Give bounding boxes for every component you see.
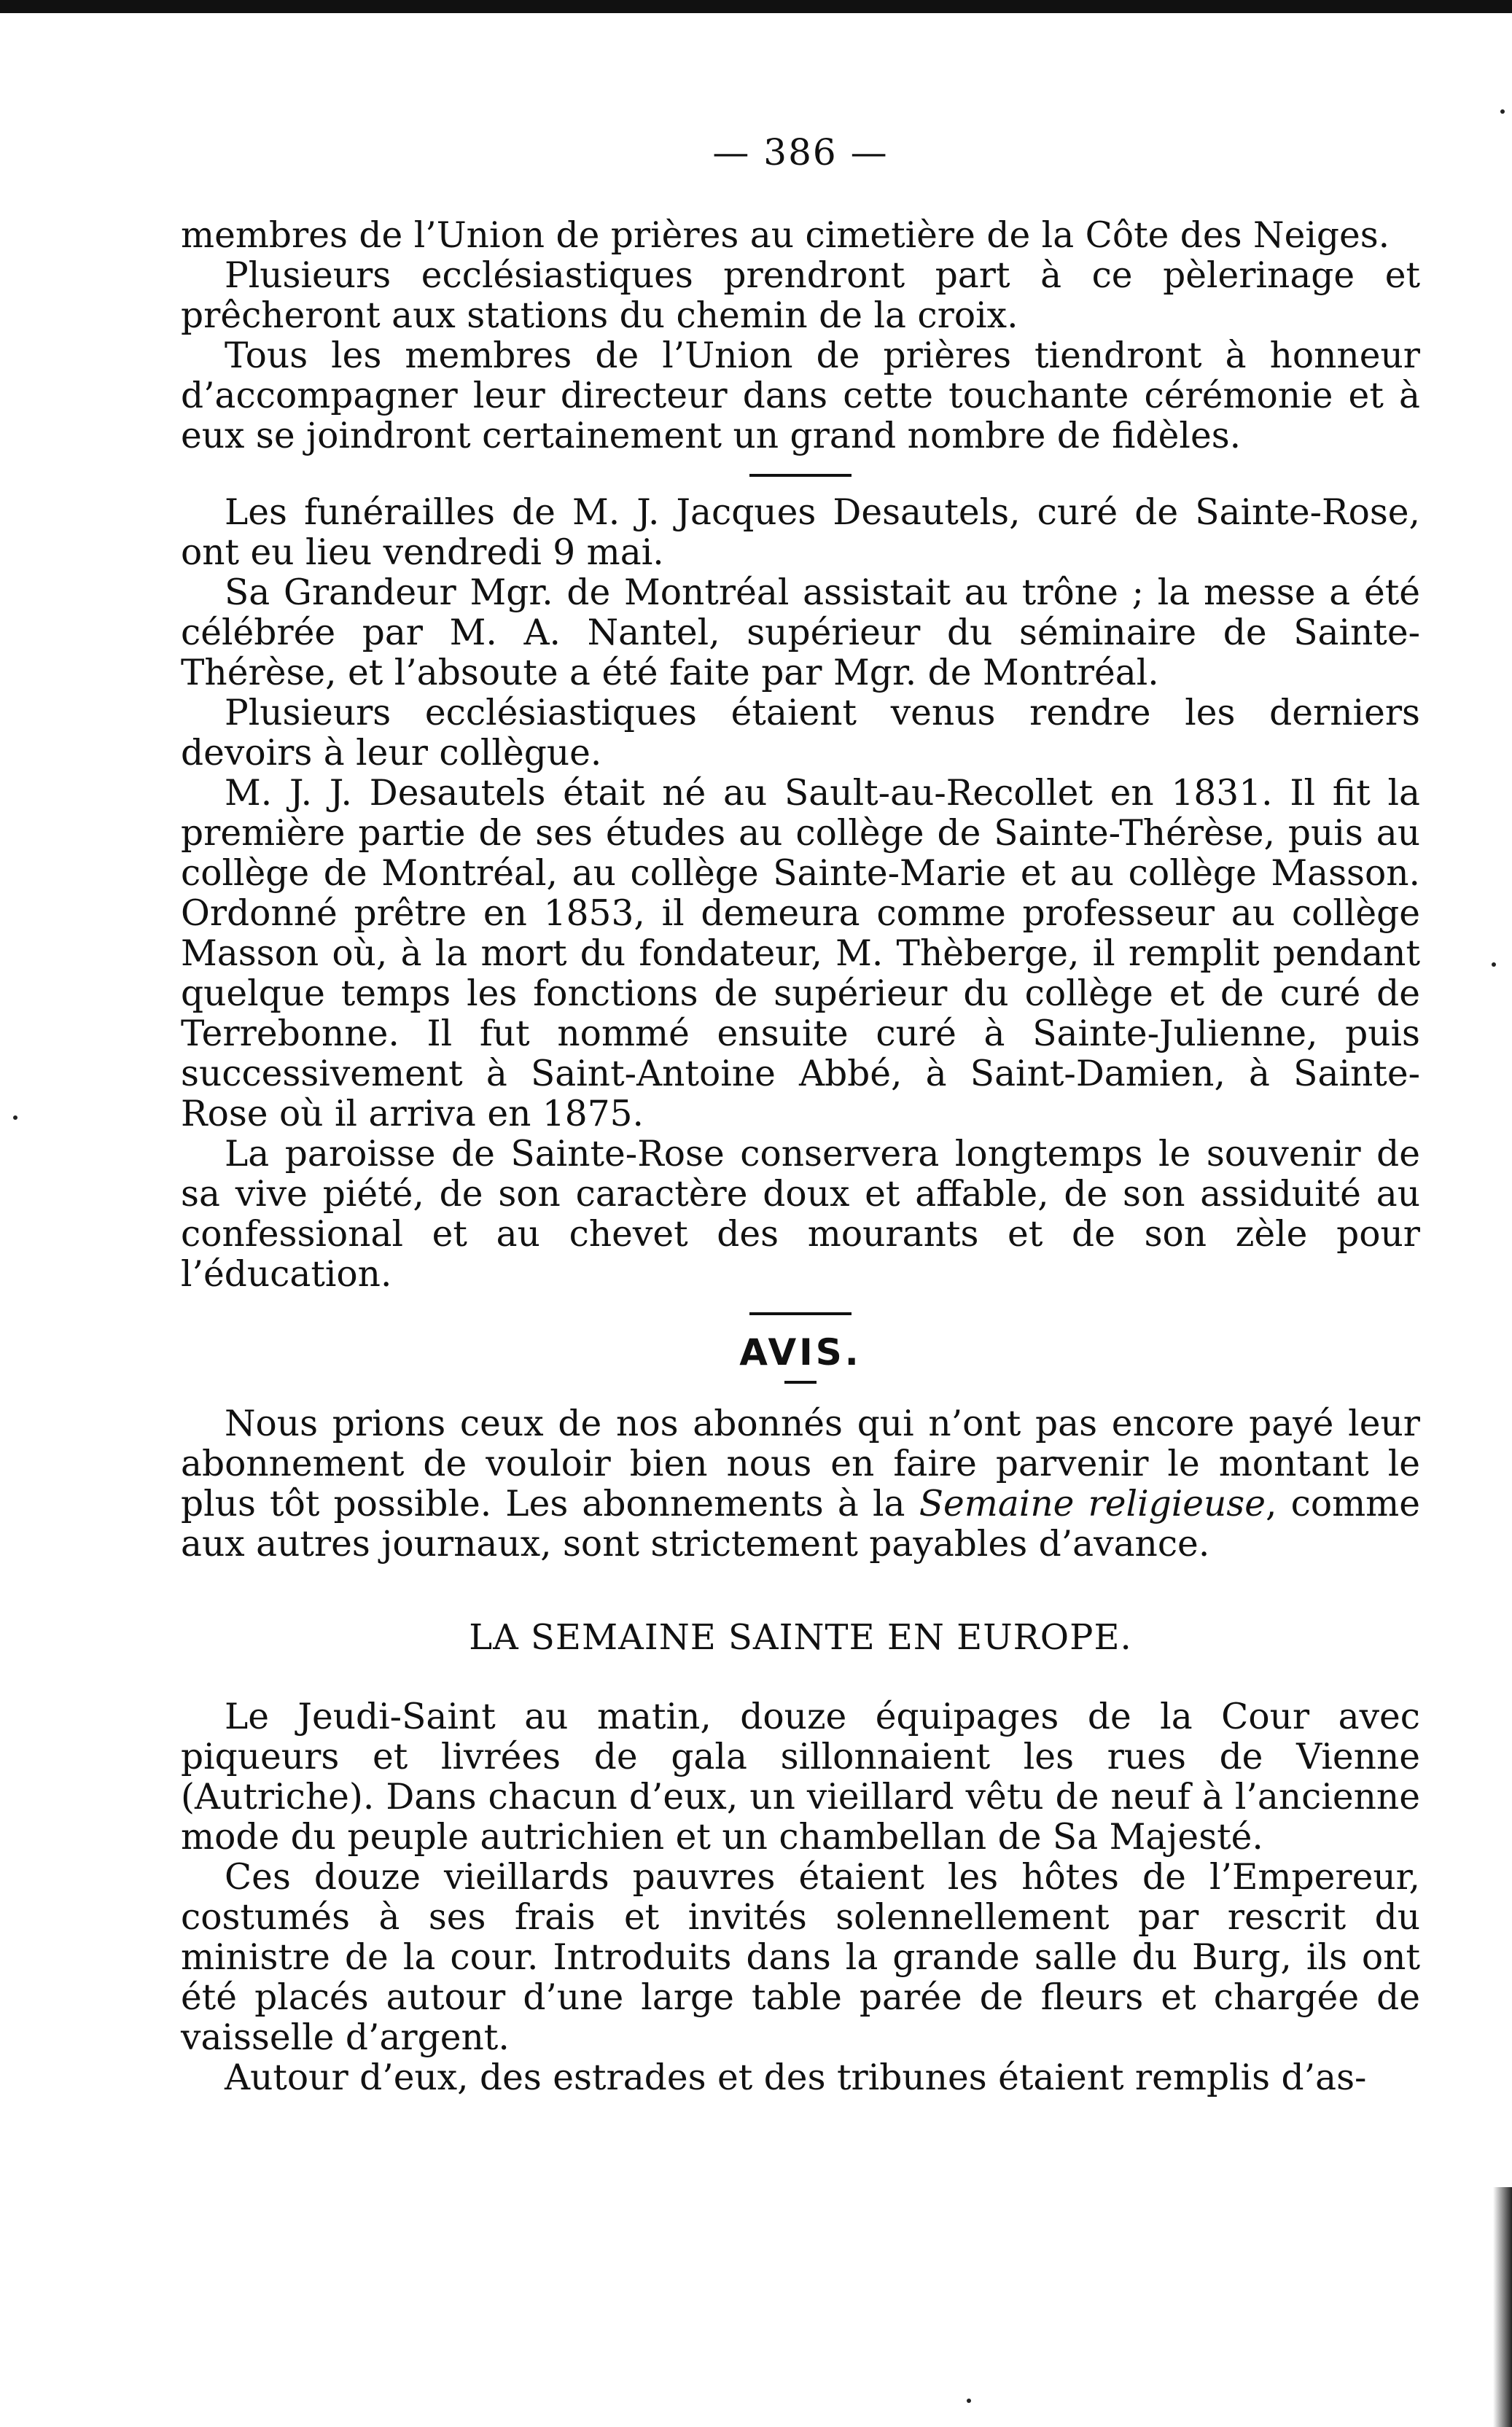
page-number: — 386 — (712, 131, 889, 174)
paragraph: La paroisse de Sainte-Rose conservera longtemps le souvenir de sa vive piété, de son caractère doux et affable, de son assiduité au confessional et au chevet des mourants et de son zèle pour l’éducation. (181, 1134, 1420, 1295)
paragraph: Plusieurs ecclésiastiques prendront part à ce pèlerinage et prêcheront aux stations du chemin de la croix. (181, 255, 1420, 336)
section-avis (181, 1404, 1420, 1565)
paragraph: Les funérailles de M. J. Jacques Desautels, curé de Sainte-Rose, ont eu lieu vendredi 9 mai. (181, 492, 1420, 573)
section-divider (749, 474, 852, 477)
avis-italic-title: Semaine religieuse (919, 1484, 1266, 1524)
section-divider (749, 1312, 852, 1315)
document-page (181, 131, 1420, 2098)
section-semaine-sainte (181, 1697, 1420, 2098)
paragraph: Tous les membres de l’Union de prières tiendront à honneur d’accompagner leur directeur dans cette touchante cérémonie et à eux se joindront certainement un grand nombre de fidèles. (181, 335, 1420, 456)
paragraph: Autour d’eux, des estrades et des tribunes étaient remplis d’as- (225, 2057, 1367, 2098)
paragraph: Ces douze vieillards pauvres étaient les hôtes de l’Empereur, costumés à ses frais et invités solennellement par rescrit du ministre de la cour. Introduits dans la grande salle du Burg, ils ont été placés autour d’une large table parée de fleurs et chargée de vaisselle d’argent. (181, 1857, 1420, 2058)
paragraph: membres de l’Union de prières au cimetière de la Côte des Neiges. (181, 215, 1390, 256)
paragraph: M. J. J. Desautels était né au Sault-au-Recollet en 1831. Il fit la première partie de ses études au collège de Sainte-Thérèse, puis au collège de Montréal, au collège Sainte-Marie et au collège Masson. Ordonné prêtre en 1853, il demeura comme professeur au collège Masson où, à la mort du fondateur, M. Thèberge, il remplit pendant quelque temps les fonctions de supérieur du collège et de curé de Terrebonne. Il fut nommé ensuite curé à Sainte-Julienne, puis successivement à Saint-Antoine Abbé, à Saint-Damien, à Sainte-Rose où il arriva en 1875. (181, 773, 1420, 1134)
avis-paragraph (181, 1404, 1420, 1565)
scan-top-border (0, 0, 1512, 13)
avis-text: , comme aux autres journaux, sont strictement payables d’avance. (181, 1484, 1421, 1565)
scan-speck (13, 1115, 17, 1120)
avis-heading: AVIS. (739, 1331, 862, 1374)
section-funerailles (181, 493, 1420, 1295)
paragraph: Plusieurs ecclésiastiques étaient venus rendre les derniers devoirs à leur collègue. (181, 693, 1420, 774)
scan-speck (1500, 109, 1505, 114)
paragraph: Le Jeudi-Saint au matin, douze équipages de la Cour avec piqueurs et livrées de gala sillonnaient les rues de Vienne (Autriche). Dans chacun d’eux, un vieillard vêtu de neuf à l’ancienne mode du peuple autrichien et un chambellan de Sa Majesté. (181, 1696, 1420, 1858)
scan-right-edge-shadow (1493, 2187, 1512, 2427)
heading-underline (784, 1381, 817, 1384)
scan-speck (967, 2399, 971, 2403)
paragraph: Sa Grandeur Mgr. de Montréal assistait au trône ; la messe a été célébrée par M. A. Nantel, supérieur du séminaire de Sainte-Thérèse, et l’absoute a été faite par Mgr. de Montréal. (181, 572, 1420, 693)
avis-text: Nous prions ceux de nos abonnés qui n’ont pas encore payé leur abonnement de vouloir bien nous en faire parvenir le montant le plus tôt possible. Les abonnements à la (181, 1403, 1420, 1524)
semaine-heading: LA SEMAINE SAINTE EN EUROPE. (469, 1617, 1132, 1658)
section-union-prieres (181, 216, 1420, 456)
scan-speck (1492, 962, 1496, 967)
